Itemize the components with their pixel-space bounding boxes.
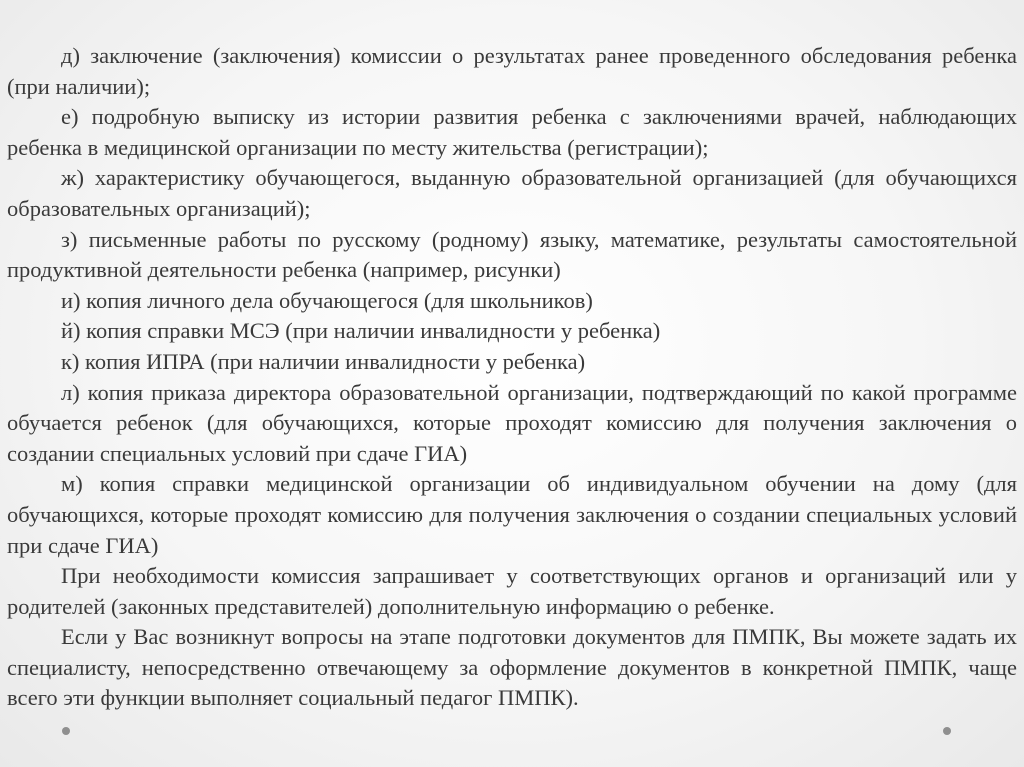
paragraph-item-i: и) копия личного дела обучающегося (для школьников) — [61, 287, 593, 313]
paragraph-item-e: е) подробную выписку из истории развития ребенка с заключениями врачей, наблюдающих ребенка в медицинской организации по месту жительства (регистрации); — [7, 104, 1017, 160]
paragraph-item-m: м) копия справки медицинской организации об индивидуальном обучении на дому (для обучающихся, которые проходят комиссию для получения заключения о создании специальных условий при сдаче ГИА) — [7, 471, 1017, 558]
paragraph-item-d: д) заключение (заключения) комиссии о результатах ранее проведенного обследования ребенка (при наличии); — [7, 43, 1017, 99]
decorative-dot-right — [943, 727, 951, 735]
paragraph-item-l: л) копия приказа директора образовательной организации, подтверждающий по какой программе обучается ребенок (для обучающихся, которые проходят комиссию для получения заключения о создании специальных условий при сдаче ГИА) — [7, 379, 1017, 466]
paragraph-item-iy: й) копия справки МСЭ (при наличии инвалидности у ребенка) — [61, 318, 661, 344]
paragraph-contact-note: Если у Вас возникнут вопросы на этапе подготовки документов для ПМПК, Вы можете задать их специалисту, непосредственно отвечающему за оформление документов в конкретной ПМПК, чаще всего эти функции выполняет социальный педагог ПМПК). — [7, 624, 1017, 711]
paragraph-item-k: к) копия ИПРА (при наличии инвалидности у ребенка) — [61, 348, 586, 374]
paragraph-additional-info: При необходимости комиссия запрашивает у соответствующих органов и организаций или у родителей (законных представителей) дополнительную информацию о ребенке. — [7, 563, 1017, 619]
decorative-dot-left — [62, 727, 70, 735]
paragraph-item-zh: ж) характеристику обучающегося, выданную образовательной организацией (для обучающихся образовательных организаций); — [7, 165, 1017, 221]
paragraph-item-z: з) письменные работы по русскому (родному) языку, математике, результаты самостоятельной продуктивной деятельности ребенка (например, рисунки) — [7, 226, 1017, 283]
slide-body — [7, 41, 1017, 714]
